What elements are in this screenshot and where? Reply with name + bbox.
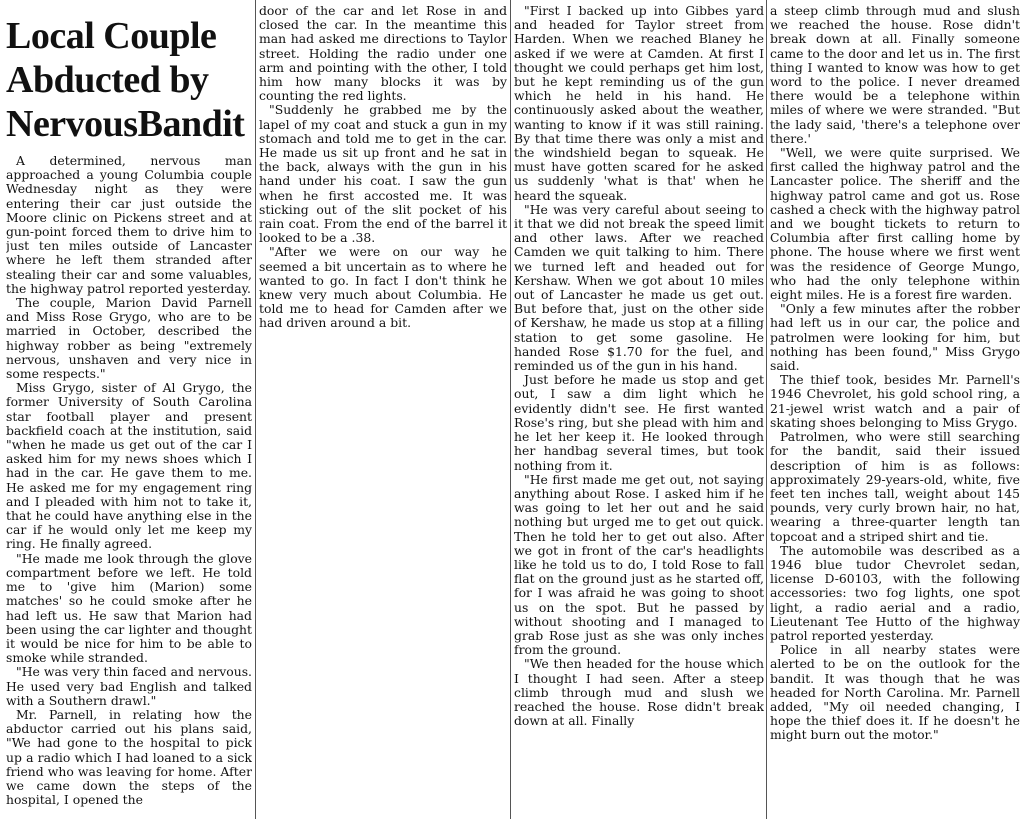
headline-line: Abducted by [6,59,209,101]
article-paragraph: Patrolmen, who were still searching for the bandit, said their issued description of him is as follows: approximately 29-years-old, white, five feet ten inches tall, weight about 145 pounds, very curly brown hair, no hat, wearing a three-quarter length tan topcoat and a striped shirt and tie. [770,429,1020,544]
article-paragraph: a steep climb through mud and slush we reached the house. Rose didn't break down at all. Finally someone came to the door and let us in. The first thing I wanted to know was how to get word to the police. I never dreamed there would be a telephone within miles of where we were stranded. "But the lady said, 'there's a telephone over there.' [770,4,1020,146]
article-paragraph: "Only a few minutes after the robber had left us in our car, the police and patrolmen were looking for him, but nothing has been found," Miss Grygo said. [770,301,1020,374]
article-paragraph: "After we were on our way he seemed a bit uncertain as to where he wanted to go. In fact I don't think he knew very much about Columbia. He told me to head for Camden after we had driven around a bit. [259,244,507,331]
article-paragraph: Mr. Parnell, in relating how the abductor carried out his plans said, "We had gone to the hospital to pick up a radio which I had loaned to a sick friend who was leaving for home. After we came down the steps of the hospital, I opened the [6,706,252,808]
column-3 [514,4,764,817]
article-paragraph: "He was very thin faced and nervous. He used very bad English and talked with a Southern drawl." [6,664,252,708]
article-paragraph: "We then headed for the house which I thought I had seen. After a steep climb through mud and slush we reached the house. Rose didn't break down at all. Finally [514,656,764,729]
headline [6,14,252,146]
headline-line: NervousBandit [6,103,245,145]
article-paragraph: "Suddenly he grabbed me by the lapel of my coat and stuck a gun in my stomach and told me to get in the car. He made us sit up front and he sat in the back, always with the gun in his hand under his coat. I saw the gun when he first accosted me. It was sticking out of the slit pocket of his rain coat. From the end of the barrel it looked to be a .38. [259,102,507,246]
article-paragraph: "Well, we were quite surprised. We first called the highway patrol and the Lancaster police. The sheriff and the highway patrol came and got us. Rose cashed a check with the highway patrol and we bought tickets to return to Columbia after first calling home by phone. The house where we first went was the residence of George Mungo, who had the only telephone within eight miles. He is a forest fire warden. [770,145,1020,303]
article-paragraph: The automobile was described as a 1946 blue tudor Chevrolet sedan, license D-60103, with the following accessories: two fog lights, one spot light, a radio aerial and a radio, Lieutenant Tee Hutto of the highway patrol reported yesterday. [770,542,1020,643]
article-paragraph: Just before he made us stop and get out, I saw a dim light which he evidently didn't see. He first wanted Rose's ring, but she plead with him and he let her keep it. He looked through her handbag several times, but took nothing from it. [514,372,764,473]
column-rule [766,0,767,819]
article-paragraph: "First I backed up into Gibbes yard and headed for Taylor street from Harden. When we reached Blaney he asked if we were at Camden. At first I thought we could perhaps get him lost, but he kept reminding us of the gun which he held in his hand. He continuously asked about the weather, wanting to know if it was still raining. By that time there was only a mist and the windshield began to squeak. He must have gotten scared for he asked us suddenly 'what is that' when he heard the squeak. [514,4,764,203]
article-paragraph: "He was very careful about seeing to it that we did not break the speed limit and other laws. After we reached Camden we quit talking to him. There we turned left and headed out for Kershaw. When we got about 10 miles out of Lancaster he made us get out. But before that, just on the other side of Kershaw, he made us stop at a filling station to get some gasoline. He handed Rose $1.70 for the fuel, and reminded us of the gun in his hand. [514,201,764,374]
article-paragraph: door of the car and let Rose in and closed the car. In the meantime this man had asked me directions to Taylor street. Holding the radio under one arm and pointing with the other, I told him how many blocks it was by counting the red lights. [259,4,507,104]
headline-line: Local Couple [6,15,217,57]
column-rule [255,0,256,819]
column-1 [6,4,252,817]
column-rule [510,0,511,819]
article-paragraph: Miss Grygo, sister of Al Grygo, the former University of South Carolina star football player and present backfield coach at the institution, said "when he made us get out of the car I asked him for my news shoes which I had in the car. He gave them to me. He asked me for my engagement ring and I pleaded with him not to take it, that he could have anything else in the car if he would only let me keep my ring. He finally agreed. [6,380,252,552]
article-paragraph: The couple, Marion David Parnell and Miss Rose Grygo, who are to be married in October, described the highway robber as being "extremely nervous, unshaven and very nice in some respects." [6,295,252,382]
article-paragraph: "He first made me get out, not saying anything about Rose. I asked him if he was going to let her out and he said nothing but urged me to get out quick. Then he told her to get out also. After we got in front of the car's headlights like he told us to do, I told Rose to fall flat on the ground just as he started off, for I was afraid he was going to shoot us on the spot. But he passed by without shooting and I managed to grab Rose just as she was only inches from the ground. [514,471,764,658]
column-4 [770,4,1020,817]
article-paragraph: The thief took, besides Mr. Parnell's 1946 Chevrolet, his gold school ring, a 21-jewel wrist watch and a pair of skating shoes belonging to Miss Grygo. [770,372,1020,430]
column-2 [259,4,507,817]
article-paragraph: "He made me look through the glove compartment before we left. He told me to 'give him (Marion) some matches' so he could smoke after he had left us. He saw that Marion had been using the car lighter and thought it would be nice for him to be able to smoke while stranded. [6,550,252,666]
article-paragraph: A determined, nervous man approached a young Columbia couple Wednesday night as they were entering their car just outside the Moore clinic on Pickens street and at gun-point forced them to drive him to just ten miles outside of Lancaster where he left them stranded after stealing their car and some valuables, the highway patrol reported yesterday. [6,153,252,296]
article-paragraph: Police in all nearby states were alerted to be on the outlook for the bandit. It was though that he was headed for North Carolina. Mr. Parnell added, "My oil needed changing, I hope the thief does it. If he doesn't he might burn out the motor." [770,642,1020,743]
